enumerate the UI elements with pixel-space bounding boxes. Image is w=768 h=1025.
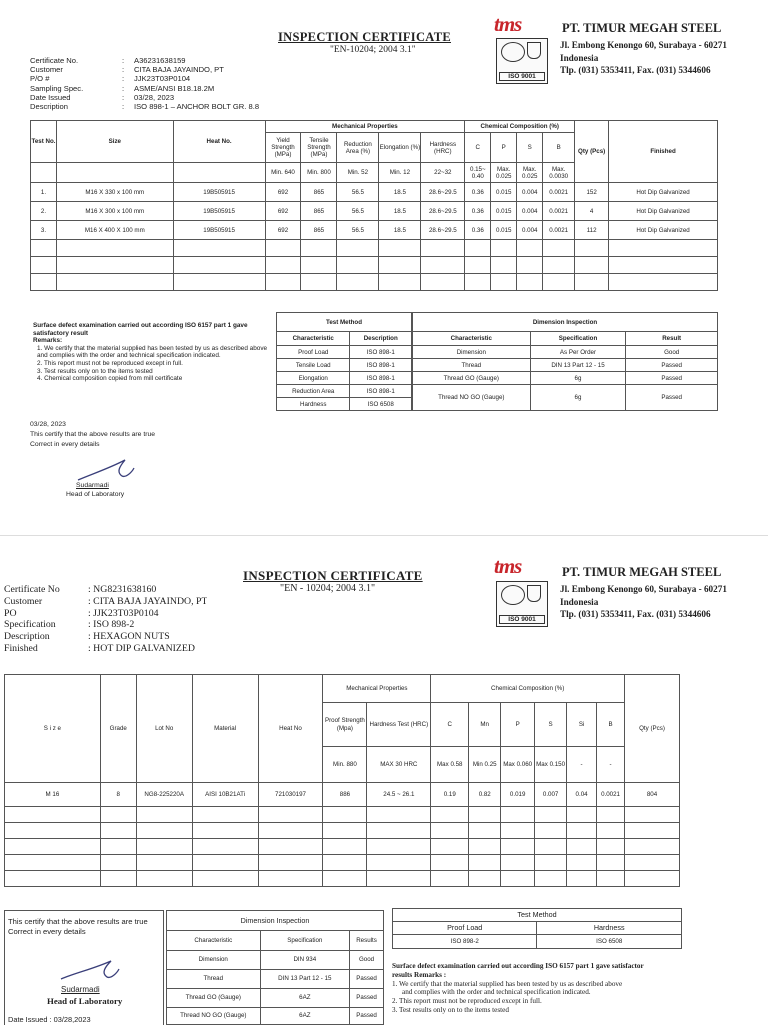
cert2-results-table: S i z e Grade Lot No Material Heat No Mechanical Properties Chemical Composition (%) Qty (Pcs) Proof Strength (Mpa) Hardness Test (HRC) C Mn P S Si B Min. 880 MAX 30 HRC Max 0.58 Min 0.25 Max 0.060 Max 0.150 - - M 16 8 NG8-225220A AISI 10B21ATi 721030197 886 24.5 ~ 26.1 0.19 0.82 0.019 0.007 0.04 0.0021 804: [4, 674, 680, 887]
company-name: PT. TIMUR MEGAH STEEL: [562, 21, 722, 35]
cert2-signature-box: This certify that the above results are true Correct in every details Sudarmadi Head of Laboratory Date Issued : 03/28,2023: [4, 910, 164, 1025]
company-logo: tms: [494, 12, 522, 36]
table-row: 3. M16 X 400 X 100 mm 19B505915 692 865 56.5 18.5 28.6~29.5 0.36 0.015 0.004 0.0021 112 Hot Dip Galvanized: [31, 221, 718, 240]
company-header: [494, 12, 754, 82]
cert2-test-method-table: Test Method Proof Load Hardness ISO 898-2 ISO 6508: [392, 908, 682, 949]
company-address: Jl. Embong Kenongo 60, Surabaya - 60271 Indonesia Tlp. (031) 5353411, Fax. (031) 5344606: [560, 40, 727, 75]
cert1-remarks: Surface defect examination carried out according ISO 6157 part 1 gave satisfactory result Remarks: 1. We certify that the material supplied has been tested by us as described above and complies with the order and technical specification indicated. 2. This report must not be reproduced except in full. 3. Test results only on to the items tested 4. Chemical composition copied from mill certificate: [33, 322, 268, 383]
cert2-title: INSPECTION CERTIFICATE: [243, 568, 423, 583]
cert2-remarks: Surface defect examination carried out according ISO 6157 part 1 gave satisfactor results Remarks : 1. We certify that the material supplied has been tested by us as described above and complies with the order and technical specification indicated. 2. This report must not be reproduced except in full. 3. Test results only on to the items tested: [392, 962, 644, 1014]
iso-emblem: ISO 9001: [496, 38, 548, 84]
cert1-info: Certificate No. : A36231638159 Customer : CITA BAJA JAYAINDO, PT P/O # : JJK23T03P0104 Sampling Spec. : ASME/ANSI B18.18.2M Date Issued : 03/28, 2023 Description : ISO 898-1 – ANCHOR BOLT GR. 8.8: [30, 56, 260, 112]
iso-emblem-2: ISO 9001: [496, 581, 548, 627]
company-address-2: Jl. Embong Kenongo 60, Surabaya - 60271 Indonesia Tlp. (031) 5353411, Fax. (031) 5344606: [560, 584, 727, 619]
cert1-signer-title: Head of Laboratory: [66, 491, 125, 498]
company-logo-2: tms: [494, 554, 522, 578]
cert1-title: INSPECTION CERTIFICATE: [278, 30, 451, 44]
signature-mark-2: [55, 957, 125, 983]
page-divider: [0, 535, 768, 536]
cert1-results-table: Test No. Size Heat No. Mechanical Properties Chemical Composition (%) Qty (Pcs) Finished Yield Strength (MPa) Tensile Strength (MPa) Reduction Area (%) Elongation (%) Hardness (HRC) C P S B Min. 640 Min. 800 Min. 52 Min. 12 22~32 0.15~ 0.40 Max. 0.025 Max. 0.025 Max. 0.0030 1. M16 X 330 x 100 mm 19B505915 692 865 56.5 18.5 28.6~29.5 0.36 0.015 0.004 0.0021 152 Hot Dip Galvanized 2. M16 X 300 x 100 mm 19B505915 692 865 56.5 18.5 28.6~29.5 0.36 0.015 0.004 0.0021 4 Hot Dip Galvanized 3. M16 X 400 X 100 mm 19B505915 692 865 56.5 18.5 28.6~29.5 0.36 0.015 0.004 0.0021 112 Hot Dip Galvanized: [30, 120, 718, 291]
cert2-standard: "EN - 10204; 2004 3.1": [280, 583, 376, 594]
cert2-info: Certificate No : NG8231638160 Customer : CITA BAJA JAYAINDO, PT PO : JJK23T03P0104 Specification : ISO 898-2 Description : HEXAGON NUTS Finished : HOT DIP GALVANIZED: [4, 584, 208, 654]
cert1-standard: "EN-10204; 2004 3.1": [330, 45, 416, 55]
company-header-2: [494, 554, 754, 626]
cert1-test-method-table: Test Method Characteristic Description Proof Load ISO 898-1 Tensile Load ISO 898-1 Elongation ISO 898-1 Reduction Area ISO 898-1 Hardness ISO 6508: [276, 312, 412, 411]
cert1-signer-name: Sudarmadi: [76, 482, 109, 489]
cert1-certify-block: 03/28, 2023 This certify that the above results are true Correct in every details: [30, 421, 156, 448]
table-row: M 16 8 NG8-225220A AISI 10B21ATi 721030197 886 24.5 ~ 26.1 0.19 0.82 0.019 0.007 0.04 0.0021 804: [5, 783, 680, 807]
table-row: 2. M16 X 300 x 100 mm 19B505915 692 865 56.5 18.5 28.6~29.5 0.36 0.015 0.004 0.0021 4 Hot Dip Galvanized: [31, 202, 718, 221]
company-name-2: PT. TIMUR MEGAH STEEL: [562, 565, 722, 579]
cert2-dimension-table: Dimension Inspection Characteristic Specification Results Dimension DIN 934 Good Thread DIN 13 Part 12 - 15 Passed Thread GO (Gauge) 6AZ Passed Thread NO GO (Gauge) 6AZ Passed: [166, 910, 384, 1025]
signature-mark: [70, 454, 140, 484]
cert1-dimension-table: Dimension Inspection Characteristic Specification Result Dimension As Per Order Good Thread DIN 13 Part 12 - 15 Passed Thread GO (Gauge) 6g Passed Thread NO GO (Gauge) 6g Passed: [412, 312, 718, 411]
table-row: 1. M16 X 330 x 100 mm 19B505915 692 865 56.5 18.5 28.6~29.5 0.36 0.015 0.004 0.0021 152 Hot Dip Galvanized: [31, 183, 718, 202]
